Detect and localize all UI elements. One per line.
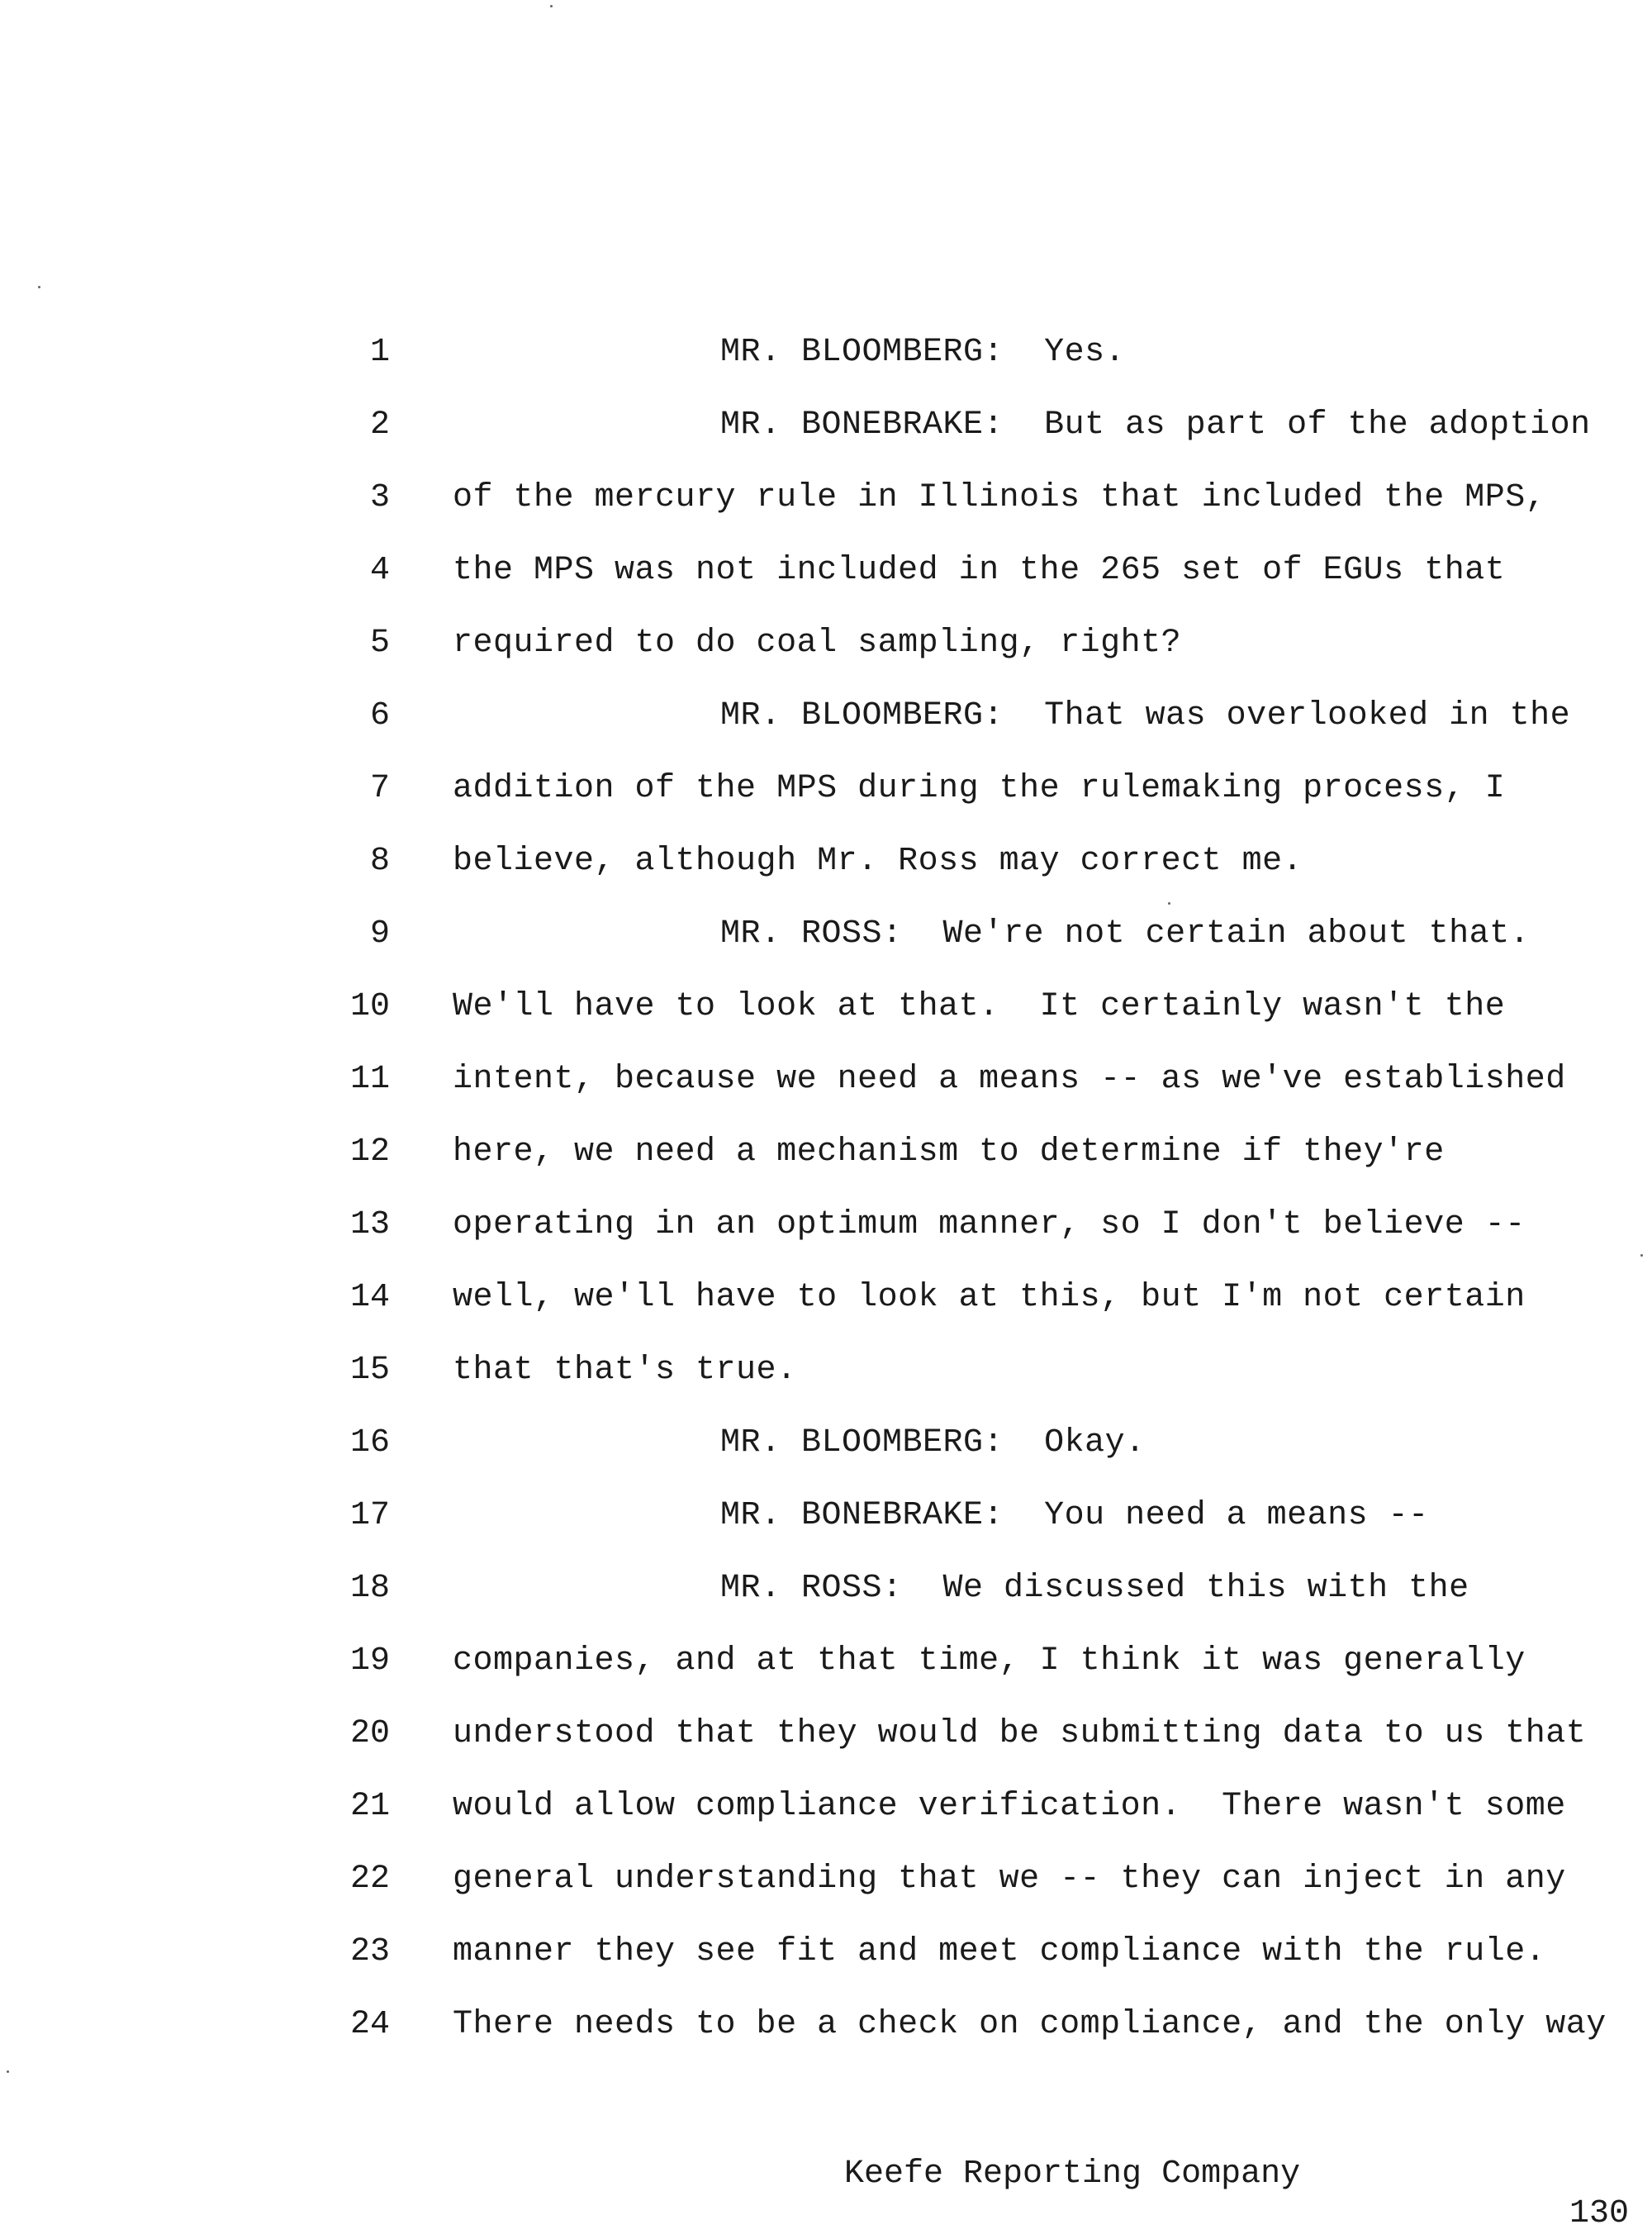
line-text: that that's true. <box>453 1352 797 1389</box>
transcript-line <box>0 1560 1652 1633</box>
line-number: 7 <box>369 770 390 807</box>
line-number: 22 <box>349 1861 390 1898</box>
line-number: 19 <box>349 1642 390 1680</box>
line-number: 10 <box>349 988 390 1025</box>
transcript-line <box>0 1778 1652 1851</box>
transcript-line <box>0 978 1652 1051</box>
line-number: 8 <box>369 843 390 880</box>
line-number: 21 <box>349 1788 390 1825</box>
transcript-line <box>0 615 1652 687</box>
line-number: 23 <box>349 1933 390 1970</box>
transcript-line <box>0 1851 1652 1923</box>
transcript-line <box>0 1705 1652 1778</box>
speaker-line-text: MR. BLOOMBERG: Yes. <box>720 334 1126 371</box>
line-number: 11 <box>349 1061 390 1098</box>
page-number: 130 <box>1569 2195 1630 2232</box>
line-text: manner they see fit and meet compliance with the rule. <box>453 1933 1546 1970</box>
line-number: 9 <box>369 915 390 953</box>
speaker-line-text: MR. BLOOMBERG: Okay. <box>720 1424 1146 1462</box>
transcript-line <box>0 1487 1652 1560</box>
transcript-line <box>0 1196 1652 1269</box>
reporting-company-name: Keefe Reporting Company <box>844 2156 1301 2193</box>
line-number: 4 <box>369 552 390 589</box>
transcript-line <box>0 905 1652 978</box>
line-number: 18 <box>349 1570 390 1607</box>
line-text: the MPS was not included in the 265 set of EGUs that <box>453 552 1506 589</box>
line-text: required to do coal sampling, right? <box>453 625 1182 662</box>
line-text: would allow compliance verification. There wasn't some <box>453 1788 1566 1825</box>
line-number: 20 <box>349 1715 390 1752</box>
line-text: well, we'll have to look at this, but I'm not certain <box>453 1279 1526 1316</box>
transcript-line <box>0 397 1652 469</box>
line-number: 14 <box>349 1279 390 1316</box>
transcript-line <box>0 1124 1652 1196</box>
transcript-line <box>0 324 1652 397</box>
line-text: operating in an optimum manner, so I don't believe -- <box>453 1206 1526 1243</box>
line-text: intent, because we need a means -- as we've established <box>453 1061 1566 1098</box>
scan-speck <box>550 5 553 7</box>
speaker-line-text: MR. BONEBRAKE: But as part of the adoption <box>720 406 1591 444</box>
line-text: companies, and at that time, I think it was generally <box>453 1642 1526 1680</box>
speaker-line-text: MR. ROSS: We're not certain about that. <box>720 915 1531 953</box>
transcript-line <box>0 833 1652 905</box>
line-number: 5 <box>369 625 390 662</box>
speaker-line-text: MR. ROSS: We discussed this with the <box>720 1570 1469 1607</box>
scan-speck <box>38 286 40 288</box>
scan-speck <box>7 2070 9 2073</box>
line-number: 15 <box>349 1352 390 1389</box>
line-number: 12 <box>349 1134 390 1171</box>
transcript-page <box>0 324 1652 2069</box>
line-number: 16 <box>349 1424 390 1462</box>
line-number: 1 <box>369 334 390 371</box>
line-text: There needs to be a check on compliance, and the only way <box>453 2006 1607 2043</box>
speaker-line-text: MR. BLOOMBERG: That was overlooked in the <box>720 697 1571 734</box>
transcript-line <box>0 1342 1652 1414</box>
transcript-line <box>0 760 1652 833</box>
transcript-line <box>0 542 1652 615</box>
line-number: 13 <box>349 1206 390 1243</box>
transcript-line <box>0 1414 1652 1487</box>
line-number: 3 <box>369 479 390 516</box>
line-number: 6 <box>369 697 390 734</box>
line-text: general understanding that we -- they can inject in any <box>453 1861 1566 1898</box>
line-number: 17 <box>349 1497 390 1534</box>
line-number: 24 <box>349 2006 390 2043</box>
transcript-line <box>0 1633 1652 1705</box>
transcript-line <box>0 469 1652 542</box>
line-text: We'll have to look at that. It certainly wasn't the <box>453 988 1506 1025</box>
transcript-line <box>0 1269 1652 1342</box>
transcript-line <box>0 1051 1652 1124</box>
line-text: here, we need a mechanism to determine if they're <box>453 1134 1445 1171</box>
page-footer <box>0 2115 1652 2232</box>
speaker-line-text: MR. BONEBRAKE: You need a means -- <box>720 1497 1429 1534</box>
transcript-line <box>0 1923 1652 1996</box>
line-text: of the mercury rule in Illinois that included the MPS, <box>453 479 1546 516</box>
line-text: believe, although Mr. Ross may correct me. <box>453 843 1303 880</box>
transcript-line <box>0 1996 1652 2069</box>
line-number: 2 <box>369 406 390 444</box>
transcript-line <box>0 687 1652 760</box>
line-text: addition of the MPS during the rulemaking process, I <box>453 770 1506 807</box>
line-text: understood that they would be submitting data to us that <box>453 1715 1587 1752</box>
